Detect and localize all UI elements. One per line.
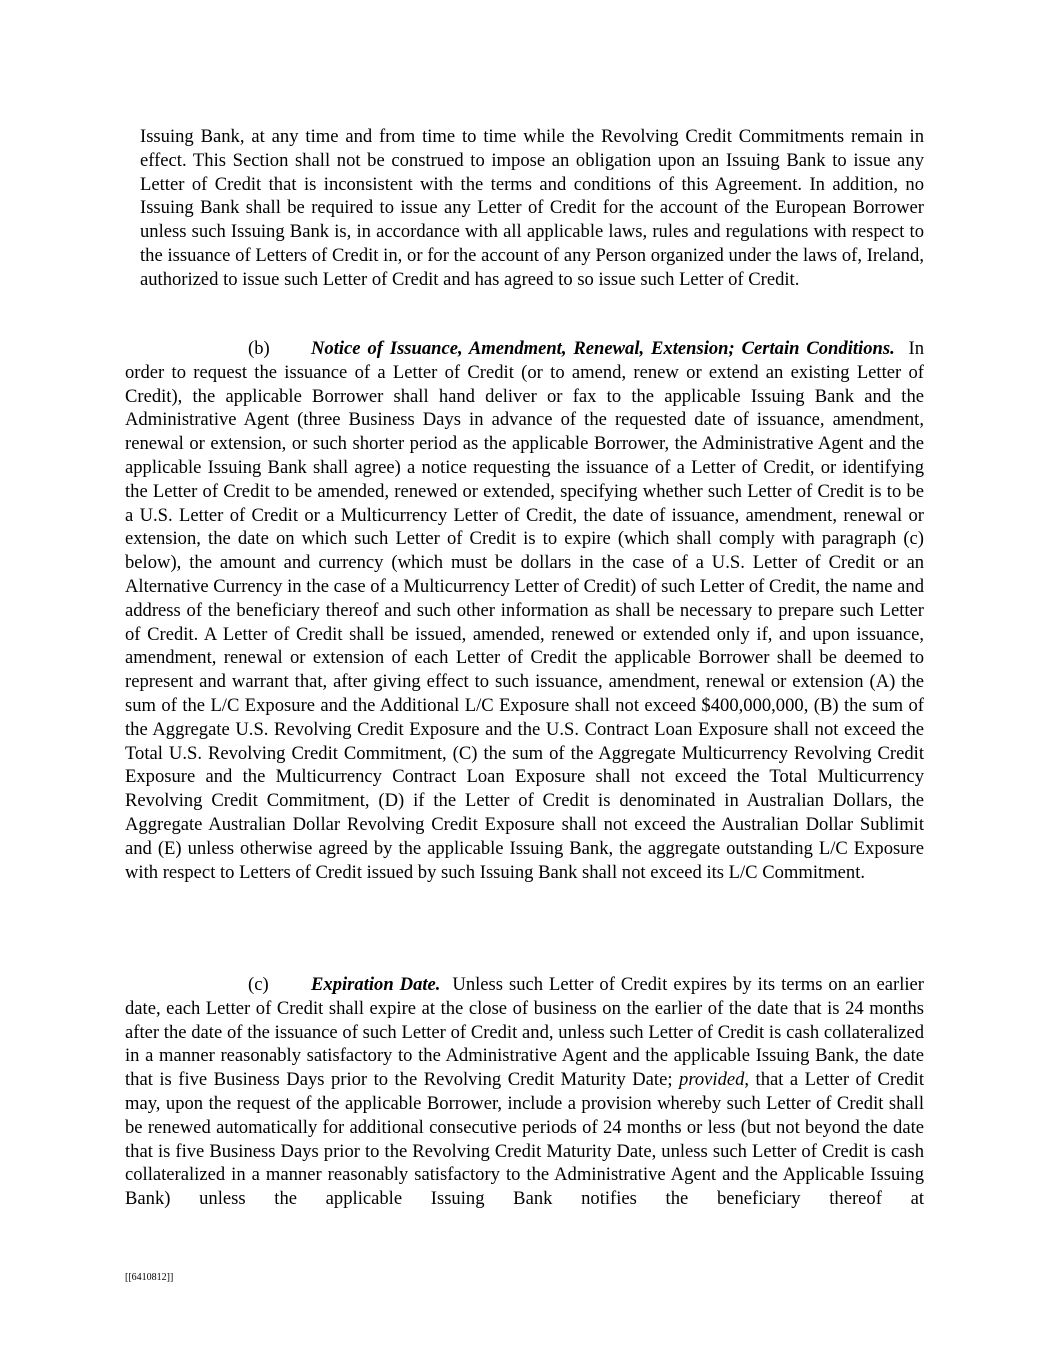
paragraph-a-continuation (140, 125, 924, 292)
paragraph-b-text: In order to request the issuance of a Letter of Credit (or to amend, renew or extend an existing Letter of Credit), the applicable Borrower shall hand deliver or fax to the applicable Issuing Bank and the Administrative Agent (three Business Days in advance of the requested date of issuance, amendment, renewal or extension, or such shorter period as the applicable Borrower, the Administrative Agent and the applicable Issuing Bank shall agree) a notice requesting the issuance of a Letter of Credit, or identifying the Letter of Credit to be amended, renewed or extended, specifying whether such Letter of Credit is to be a U.S. Letter of Credit or a Multicurrency Letter of Credit, the date of issuance, amendment, renewal or extension, the date on which such Letter of Credit is to expire (which shall comply with paragraph (c) below), the amount and currency (which must be dollars in the case of a U.S. Letter of Credit or an Alternative Currency in the case of a Multicurrency Letter of Credit) of such Letter of Credit, the name and address of the beneficiary thereof and such other information as shall be necessary to prepare such Letter of Credit. A Letter of Credit shall be issued, amended, renewed or extended only if, and upon issuance, amendment, renewal or extension of each Letter of Credit the applicable Borrower shall be deemed to represent and warrant that, after giving effect to such issuance, amendment, renewal or extension (A) the sum of the L/C Exposure and the Additional L/C Exposure shall not exceed $400,000,000, (B) the sum of the Aggregate U.S. Revolving Credit Exposure and the U.S. Contract Loan Exposure shall not exceed the Total U.S. Revolving Credit Commitment, (C) the sum of the Aggregate Multicurrency Revolving Credit Exposure and the Multicurrency Contract Loan Exposure shall not exceed the Total Multicurrency Revolving Credit Commitment, (D) if the Letter of Credit is denominated in Australian Dollars, the Aggregate Australian Dollar Revolving Credit Exposure shall not exceed the Australian Dollar Sublimit and (E) unless otherwise agreed by the applicable Issuing Bank, the aggregate outstanding L/C Exposure with respect to Letters of Credit issued by such Issuing Bank shall not exceed its L/C Commitment. (125, 338, 924, 883)
footer-doc-id: [[6410812]] (125, 1272, 174, 1283)
paragraph-c-heading: Expiration Date. (311, 974, 441, 995)
paragraph-c-text-1: Unless such Letter of Credit expires by its terms on an earlier date, each Letter of Credit shall expire at the close of business on the earlier of the date that is 24 months after the date of the issuance of such Letter of Credit and, unless such Letter of Credit is cash collateralized in a manner reasonably satisfactory to the Administrative Agent and the applicable Issuing Bank, the date that is five Business Days prior to the Revolving Credit Maturity Date; (125, 974, 925, 1091)
paragraph-c (125, 973, 924, 1211)
paragraph-b-marker: (b) (248, 338, 270, 359)
paragraph-c-text-2: , that a Letter of Credit may, upon the request of the applicable Borrower, include a provision whereby such Letter of Credit shall be renewed automatically for additional consecutive periods of 24 months or less (but not beyond the date that is five Business Days prior to the Revolving Credit Maturity Date, unless such Letter of Credit is cash collateralized in a manner reasonably satisfactory to the Administrative Agent and the Applicable Issuing Bank) unless the applicable Issuing Bank notifies the beneficiary thereof at (125, 1069, 924, 1210)
paragraph-a-text: Issuing Bank, at any time and from time to time while the Revolving Credit Commitments remain in effect. This Section shall not be construed to impose an obligation upon an Issuing Bank to issue any Letter of Credit that is inconsistent with the terms and conditions of this Agreement. In addition, no Issuing Bank shall be required to issue any Letter of Credit for the account of the European Borrower unless such Issuing Bank is, in accordance with all applicable laws, rules and regulations with respect to the issuance of Letters of Credit in, or for the account of any Person organized under the laws of, Ireland, authorized to issue such Letter of Credit and has agreed to so issue such Letter of Credit. (140, 126, 924, 290)
paragraph-c-marker: (c) (248, 974, 269, 995)
paragraph-b (125, 337, 924, 884)
paragraph-b-heading: Notice of Issuance, Amendment, Renewal, Extension; Certain Conditions. (311, 338, 895, 359)
paragraph-c-provided: provided (679, 1069, 745, 1091)
